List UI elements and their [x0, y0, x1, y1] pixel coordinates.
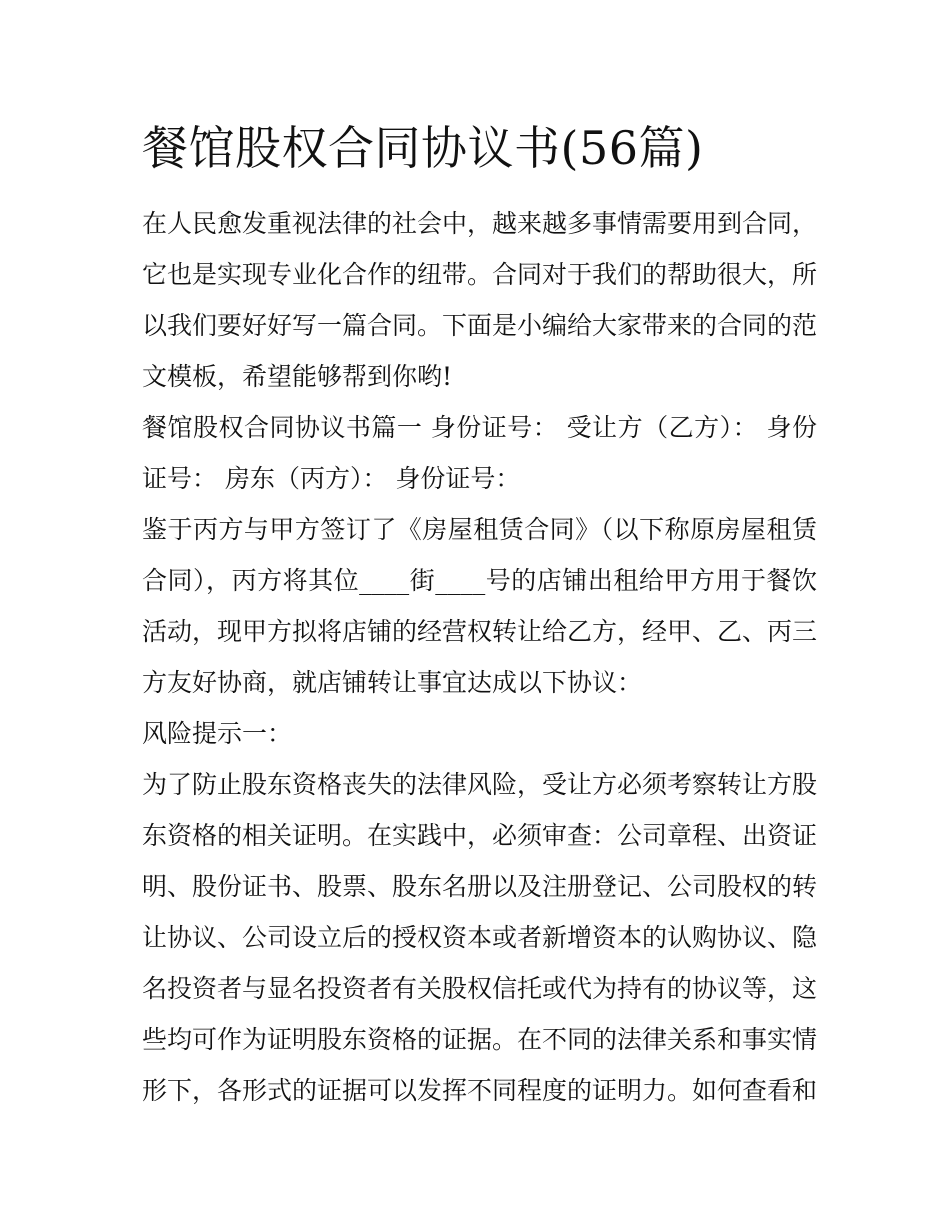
- document-body: [142, 198, 817, 1116]
- intro-paragraph: 在人民愈发重视法律的社会中，越来越多事情需要用到合同，它也是实现专业化合作的纽带。合同对于我们的帮助很大，所以我们要好好写一篇合同。下面是小编给大家带来的合同的范文模板，希望能够帮到你哟!: [142, 209, 818, 391]
- parties-paragraph: 餐馆股权合同协议书篇一 身份证号： 受让方（乙方）： 身份证号： 房东（丙方）： 身份证号：: [142, 413, 817, 493]
- risk-paragraph: 为了防止股东资格丧失的法律风险，受让方必须考察转让方股东资格的相关证明。在实践中，必须审查：公司章程、出资证明、股份证书、股票、股东名册以及注册登记、公司股权的转让协议、公司设立后的授权资本或者新增资本的认购协议、隐名投资者与显名投资者有关股权信托或代为持有的协议等，这些均可作为证明股东资格的证据。在不同的法律关系和事实情形下，各形式的证据可以发挥不同程度的证明力。如何查看和: [142, 770, 818, 1105]
- whereas-paragraph: 鉴于丙方与甲方签订了《房屋租赁合同》（以下称原房屋租赁合同），丙方将其位____街____号的店铺出租给甲方用于餐饮活动，现甲方拟将店铺的经营权转让给乙方，经甲、乙、丙三方友好协商，就店铺转让事宜达成以下协议：: [142, 515, 818, 697]
- document-title: 餐馆股权合同协议书(56篇): [142, 121, 704, 175]
- document-content: [142, 112, 817, 1116]
- risk-heading: 风险提示一：: [142, 719, 293, 748]
